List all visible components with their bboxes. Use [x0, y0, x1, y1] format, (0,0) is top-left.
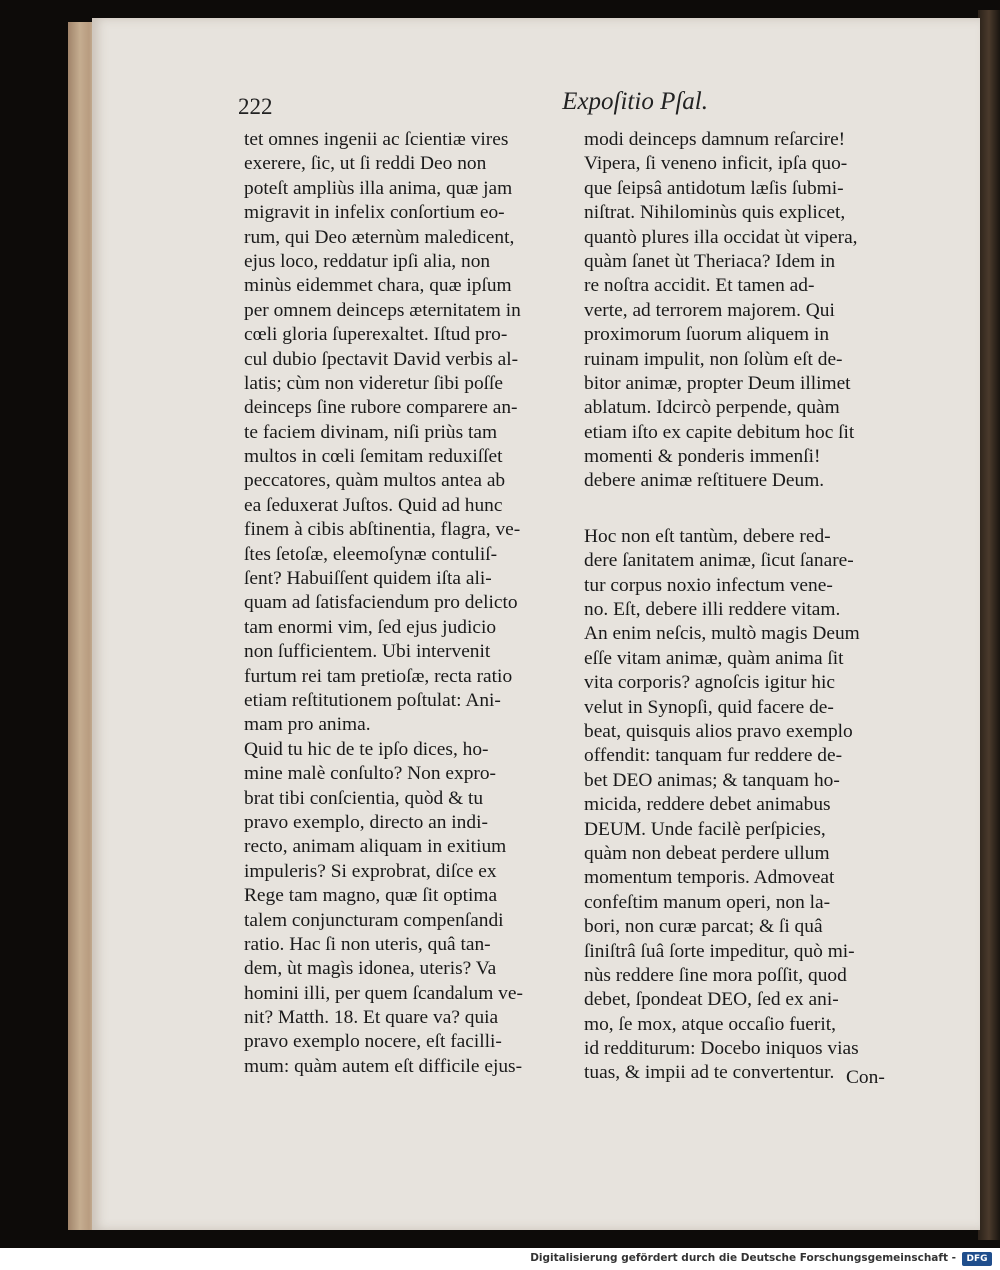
text-line: tam enormi vim, ſed ejus judicio	[244, 616, 497, 638]
text-line: ea ſeduxerat Juſtos. Quid ad hunc	[244, 494, 503, 516]
text-line: deinceps ſine rubore comparere an-	[244, 397, 518, 419]
text-line: te faciem divinam, niſi priùs tam	[244, 421, 498, 443]
text-line: cœli gloria ſuperexaltet. Iſtud pro-	[244, 324, 508, 346]
text-line: multos in cœli ſemitam reduxiſſet	[244, 446, 503, 468]
text-line: re noſtra accidit. Et tamen ad-	[584, 275, 815, 297]
text-line: micida, reddere debet animabus	[584, 794, 831, 816]
text-line: ruinam impulit, non ſolùm eſt de-	[584, 348, 843, 370]
text-line: mo, ſe mox, atque occaſio fuerit,	[584, 1013, 836, 1035]
text-line: offendit: tanquam fur reddere de-	[584, 745, 843, 767]
page-header	[238, 86, 708, 126]
text-line: mine malè conſulto? Non expro-	[244, 763, 497, 785]
text-line: per omnem deinceps æternitatem in	[244, 299, 521, 321]
text-line: ſent? Habuiſſent quidem iſta ali-	[244, 568, 492, 590]
text-line: modi deinceps damnum reſarcire!	[584, 129, 846, 150]
page-number: 222	[238, 94, 273, 119]
text-line: vita corporis? agnoſcis igitur hic	[584, 672, 835, 694]
text-line: bori, non curæ parcat; & ſi quâ	[584, 916, 823, 938]
running-head: Expoſitio Pſal.	[562, 88, 708, 115]
text-line: migravit in infelix conſortium eo-	[244, 202, 505, 224]
text-line: poteſt ampliùs illa anima, quæ jam	[244, 177, 513, 199]
text-line: ratio. Hac ſi non uteris, quâ tan-	[244, 933, 491, 955]
text-line: peccatores, quàm multos antea ab	[244, 470, 506, 492]
right-column	[584, 128, 902, 1086]
text-line: finem à cibis abſtinentia, flagra, ve-	[244, 519, 521, 541]
text-line: quàm ſanet ùt Theriaca? Idem in	[584, 250, 836, 272]
text-line: tet omnes ingenii ac ſcientiæ vires	[244, 129, 509, 150]
text-line: niſtrat. Nihilominùs quis explicet,	[584, 202, 846, 224]
text-line: mum: quàm autem eſt difficile ejus-	[244, 1055, 523, 1077]
digitization-credit: Digitalisierung gefördert durch die Deutsche Forschungsgemeinschaft -	[530, 1252, 956, 1264]
text-line: exerere, ſic, ut ſi reddi Deo non	[244, 153, 487, 175]
text-line: quam ad ſatisfaciendum pro delicto	[244, 592, 518, 614]
text-line: minùs eidemmet chara, quæ ipſum	[244, 275, 512, 297]
text-line: Quid tu hic de te ipſo dices, ho-	[244, 738, 489, 760]
text-line: debet, ſpondeat DEO, ſed ex ani-	[584, 989, 839, 1011]
text-line: dem, ùt magìs idonea, uteris? Va	[244, 958, 497, 980]
text-line: impuleris? Si exprobrat, diſce ex	[244, 860, 497, 882]
text-line: bet DEO animas; & tanquam ho-	[584, 769, 840, 791]
left-column	[244, 128, 562, 1079]
catchword: Con-	[846, 1067, 885, 1088]
text-line: An enim neſcis, multò magis Deum	[584, 623, 860, 645]
text-line: etiam iſto ex capite debitum hoc ſit	[584, 421, 855, 443]
text-line: recto, animam aliquam in exitium	[244, 836, 507, 858]
text-line: latis; cùm non videretur ſibi poſſe	[244, 372, 504, 394]
text-line: brat tibi conſcientia, quòd & tu	[244, 787, 484, 809]
text-line: ejus loco, reddatur ipſi alia, non	[244, 250, 491, 272]
text-line: bitor animæ, propter Deum illimet	[584, 372, 851, 394]
text-line: que ſeipsâ antidotum læſis ſubmi-	[584, 177, 844, 199]
text-line: momentum temporis. Admoveat	[584, 867, 835, 889]
text-line: talem conjuncturam compenſandi	[244, 909, 504, 931]
text-line: tur corpus noxio infectum vene-	[584, 574, 833, 596]
text-line: Rege tam magno, quæ ſit optima	[244, 885, 498, 907]
paragraph-gap	[584, 494, 902, 525]
text-line: proximorum ſuorum aliquem in	[584, 324, 830, 346]
text-line: dere ſanitatem animæ, ſicut ſanare-	[584, 550, 854, 572]
text-line: verte, ad terrorem majorem. Qui	[584, 299, 835, 321]
text-line: furtum rei tam pretioſæ, recta ratio	[244, 665, 513, 687]
text-line: homini illi, per quem ſcandalum ve-	[244, 982, 523, 1004]
text-line: id redditurum: Docebo iniquos vias	[584, 1038, 859, 1060]
dfg-logo: DFG	[962, 1252, 992, 1266]
text-line: ſiniſtrâ ſuâ ſorte impeditur, quò mi-	[584, 940, 855, 962]
text-line: Hoc non eſt tantùm, debere red-	[584, 525, 831, 547]
text-line: debere animæ reſtituere Deum.	[584, 470, 825, 492]
text-line: velut in Synopſi, quid facere de-	[584, 696, 834, 718]
text-line: pravo exemplo, directo an indi-	[244, 811, 488, 833]
text-line: pravo exemplo nocere, eſt facilli-	[244, 1031, 502, 1053]
text-line: rum, qui Deo æternùm maledicent,	[244, 226, 515, 248]
text-line: momenti & ponderis immenſi!	[584, 446, 821, 468]
text-line: beat, quisquis alios pravo exemplo	[584, 720, 853, 742]
text-line: etiam reſtitutionem poſtulat: Ani-	[244, 689, 501, 711]
text-line: ſtes ſetoſæ, eleemoſynæ contuliſ-	[244, 543, 498, 565]
text-line: Vipera, ſi veneno inficit, ipſa quo-	[584, 153, 848, 175]
text-line: DEUM. Unde facilè perſpicies,	[584, 818, 826, 840]
text-line: no. Eſt, debere illi reddere vitam.	[584, 599, 841, 621]
text-line: ablatum. Idcircò perpende, quàm	[584, 397, 840, 419]
text-line: confeſtim manum operi, non la-	[584, 891, 831, 913]
text-line: nùs reddere ſine mora poſſit, quod	[584, 964, 847, 986]
text-line: quantò plures illa occidat ùt vipera,	[584, 226, 858, 248]
text-line: nit? Matth. 18. Et quare va? quia	[244, 1007, 499, 1029]
text-line: tuas, & impii ad te convertentur.	[584, 1062, 835, 1084]
footer-bar	[0, 1248, 1000, 1270]
text-line: eſſe vitam animæ, quàm anima ſit	[584, 647, 844, 669]
text-line: cul dubio ſpectavit David verbis al-	[244, 348, 519, 370]
text-line: non ſufficientem. Ubi intervenit	[244, 641, 491, 663]
text-line: quàm non debeat perdere ullum	[584, 842, 830, 864]
book-spine-edge	[978, 10, 1000, 1240]
text-line: mam pro anima.	[244, 714, 371, 736]
